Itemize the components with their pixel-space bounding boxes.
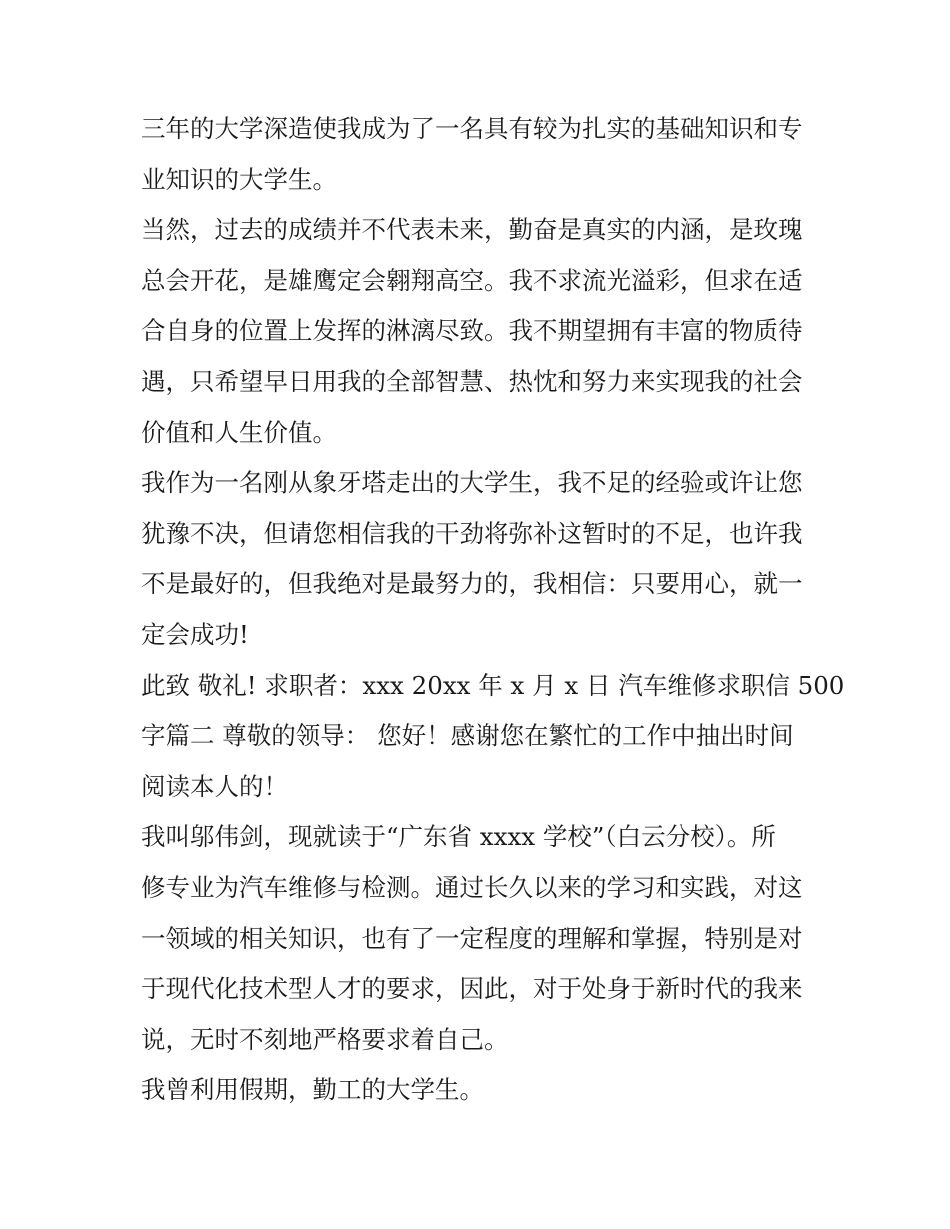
text-line: 不是最好的，但我绝对是最努力的，我相信：只要用心，就一 [141,569,803,599]
text-line: 此致 敬礼! 求职者：xxx 20xx 年 x 月 x 日 汽车维修求职信 500 [141,670,845,700]
text-line: 定会成功! [141,619,249,649]
text-line: 一领域的相关知识，也有了一定程度的理解和掌握，特别是对 [141,923,803,953]
text-line: 我作为一名刚从象牙塔走出的大学生，我不足的经验或许让您 [141,468,803,498]
text-line: 我曾利用假期，勤工的大学生。 [141,1075,484,1105]
document-body [141,104,845,1116]
text-line: 犹豫不决，但请您相信我的干劲将弥补这暂时的不足，也许我 [141,518,803,548]
text-line: 字篇二 尊敬的领导： 您好！感谢您在繁忙的工作中抽出时间 [141,721,794,751]
text-line: 三年的大学深造使我成为了一名具有较为扎实的基础知识和专 [141,114,803,143]
text-line: 总会开花，是雄鹰定会翱翔高空。我不求流光溢彩，但求在适 [141,265,803,295]
text-line: 阅读本人的！ [141,771,288,801]
text-line: 合自身的位置上发挥的淋漓尽致。我不期望拥有丰富的物质待 [141,316,803,346]
text-line: 说，无时不刻地严格要求着自己。 [141,1024,509,1054]
text-line: 业知识的大学生。 [141,164,337,194]
text-line: 当然，过去的成绩并不代表未来，勤奋是真实的内涵，是玫瑰 [141,215,803,245]
text-line: 遇，只希望早日用我的全部智慧、热忱和努力来实现我的社会 [141,366,803,396]
text-line: 修专业为汽车维修与检测。通过长久以来的学习和实践，对这 [141,872,803,902]
text-line: 于现代化技术型人才的要求，因此，对于处身于新时代的我来 [141,974,803,1004]
text-line: 价值和人生价值。 [141,417,337,447]
text-line: 我叫邬伟剑，现就读于“广东省 xxxx 学校”（白云分校）。所 [141,822,776,852]
